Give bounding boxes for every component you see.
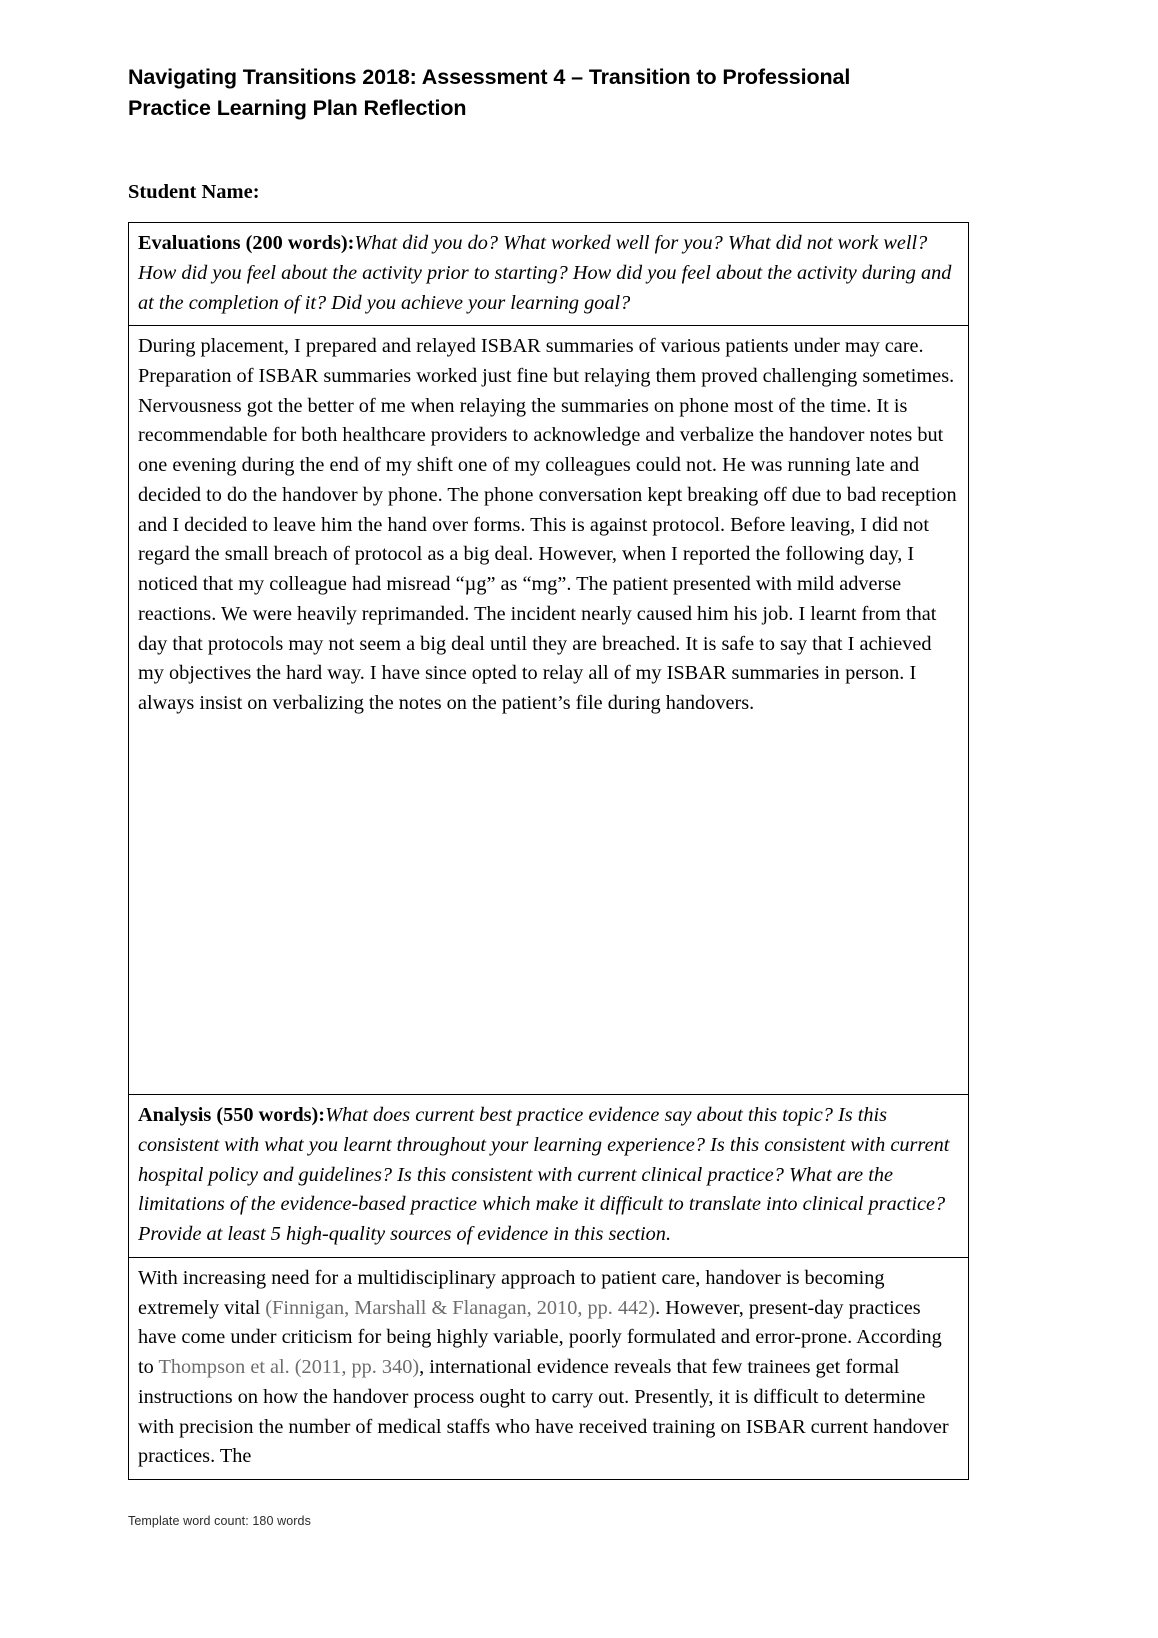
analysis-answer-part-3: , international evidence reveals that few trainees get formal instructions on how the handover process ought to carry out. Presently, it is difficult to determine with precision the number of medical staffs who have received training on ISBAR current handover practices. The [138,1356,949,1468]
analysis-answer-part-2: . However, present-day practices have come under criticism for being highly variable, poorly formulated and error-prone. According to [138,1296,942,1379]
evaluations-prompt-text: What did you do? What worked well for you? What did not work well? How did you feel about the activity prior to starting? How did you feel about the activity during and at the completion of it? Did you achieve your learning goal? [138,232,952,314]
analysis-citation-finnigan: (Finnigan, Marshall & Flanagan, 2010, pp. 442) [265,1296,656,1319]
evaluations-answer-cell[interactable] [129,326,969,1095]
table-row-evaluations-prompt [129,223,969,326]
table-row-analysis-prompt [129,1095,969,1258]
evaluations-answer-text: During placement, I prepared and relayed ISBAR summaries of various patients under may care. Preparation of ISBAR summaries worked just fine but relaying them proved challenging sometimes. Nervousness got the better of me when relaying the summaries on phone most of the time. It is recommendable for both healthcare providers to acknowledge and verbalize the handover notes but one evening during the end of my shift one of my colleagues could not. He was running late and decided to do the handover by phone. The phone conversation kept breaking off due to bad reception and I decided to leave him the hand over forms. This is against protocol. Before leaving, I did not regard the small breach of protocol as a big deal. However, when I reported the following day, I noticed that my colleague had misread “µg” as “mg”. The patient presented with mild adverse reactions. We were heavily reprimanded. The incident nearly caused him his job. I learnt from that day that protocols may not seem a big deal until they are breached. It is safe to say that I achieved my objectives the hard way. I have since opted to relay all of my ISBAR summaries in person. I always insist on verbalizing the notes on the patient’s file during handovers. [138,335,957,715]
analysis-prompt-text: What does current best practice evidence say about this topic? Is this consistent with what you learnt throughout your learning experience? Is this consistent with current hospital policy and guidelines? Is this consistent with current clinical practice? What are the limitations of the evidence-based practice which make it difficult to translate into clinical practice? Provide at least 5 high-quality sources of evidence in this section. [138,1104,950,1246]
analysis-answer-part-1: With increasing need for a multidisciplinary approach to patient care, handover is becoming extremely vital [138,1266,885,1319]
reflection-form-table [128,222,969,1480]
evaluations-prompt-cell [129,223,969,326]
table-row-evaluations-answer [129,326,969,1095]
table-row-analysis-answer [129,1257,969,1479]
footer-word-count: Template word count: 180 words [128,1514,311,1528]
analysis-answer-text [138,1264,960,1472]
evaluations-prompt-label: Evaluations (200 words): [138,232,355,255]
page-content [128,0,968,1480]
page-title: Navigating Transitions 2018: Assessment 4 – Transition to Professional Practice Learning Plan Reflection [128,65,851,120]
analysis-prompt-label: Analysis (550 words): [138,1104,326,1127]
student-name-label: Student Name: [128,181,260,204]
analysis-citation-thompson: Thompson et al. (2011, pp. 340) [158,1356,420,1379]
analysis-answer-cell[interactable] [129,1257,969,1479]
analysis-prompt-cell [129,1095,969,1258]
